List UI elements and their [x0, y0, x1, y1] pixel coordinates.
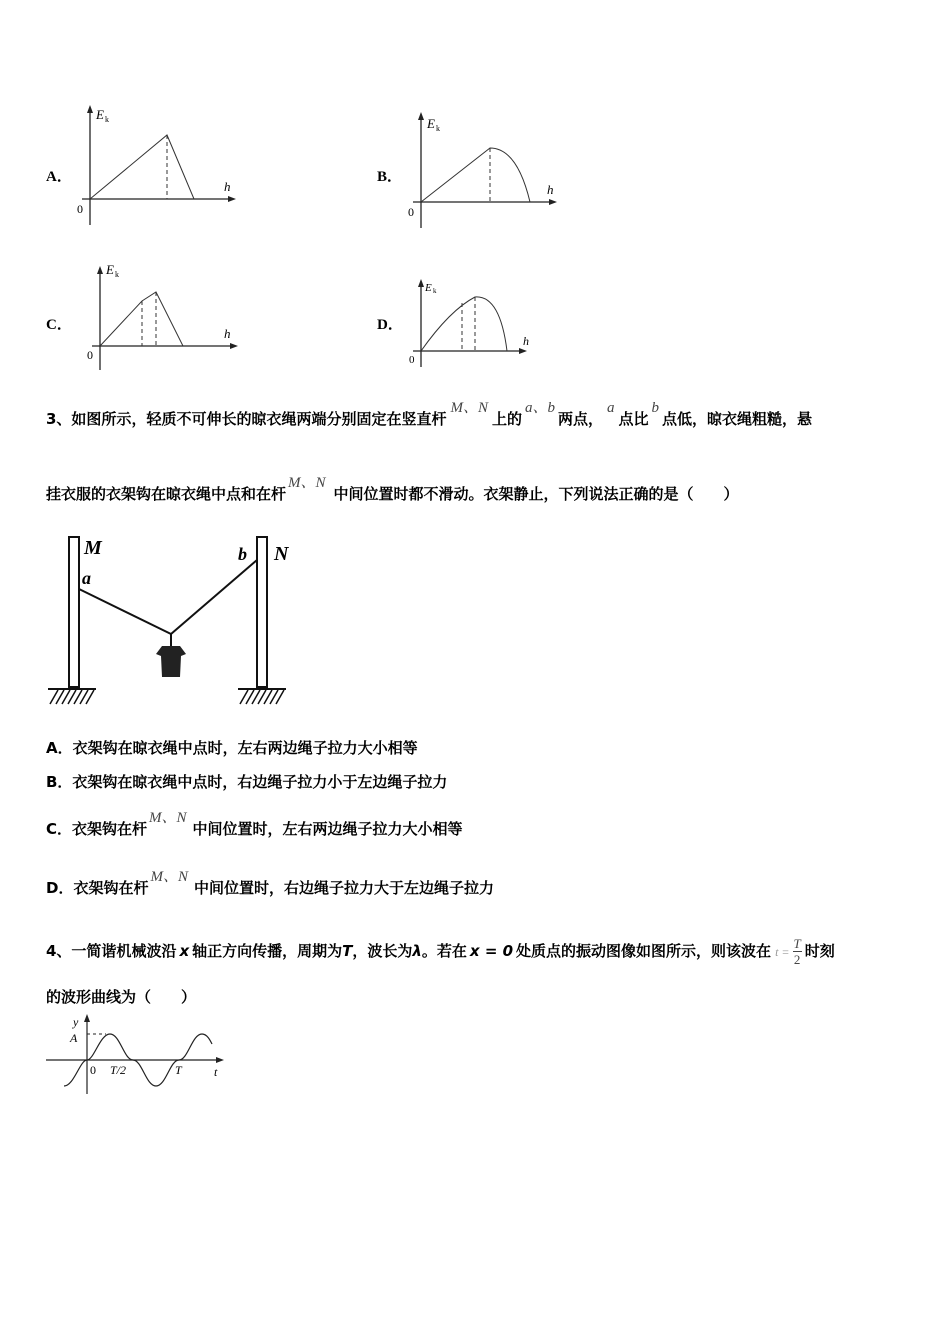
- svg-text:A: A: [70, 1031, 78, 1045]
- option-c-label: C．: [46, 317, 72, 333]
- svg-text:0: 0: [408, 205, 414, 219]
- q3-option-b[interactable]: B．衣架钩在晾衣绳中点时，右边绳子拉力小于左边绳子拉力: [46, 773, 448, 791]
- option-b[interactable]: [377, 108, 577, 238]
- graph-b: [405, 108, 605, 238]
- svg-text:k: k: [436, 124, 440, 133]
- svg-text:N: N: [274, 543, 289, 565]
- svg-text:h: h: [224, 326, 231, 341]
- svg-text:E: E: [106, 262, 114, 277]
- svg-text:k: k: [433, 287, 437, 295]
- option-a[interactable]: [46, 103, 246, 233]
- svg-text:y: y: [73, 1015, 79, 1029]
- q3-option-c[interactable]: C．衣架钩在杆M、N中间位置时，左右两边绳子拉力大小相等: [46, 810, 463, 838]
- svg-text:T/2: T/2: [110, 1063, 127, 1077]
- option-d[interactable]: [377, 275, 577, 375]
- graph-a: [74, 103, 274, 233]
- svg-text:M: M: [84, 537, 102, 559]
- graph-c: [84, 258, 284, 378]
- svg-text:h: h: [547, 182, 554, 197]
- svg-text:E: E: [425, 282, 432, 294]
- vibration-graph: [44, 1010, 234, 1100]
- question-4-line-2: 的波形曲线为（ ）: [46, 988, 197, 1006]
- q3-option-d[interactable]: D．衣架钩在杆M、N中间位置时，右边绳子拉力大于左边绳子拉力: [46, 869, 494, 897]
- svg-text:0: 0: [90, 1063, 96, 1077]
- svg-text:t: t: [214, 1065, 218, 1079]
- svg-text:k: k: [115, 270, 119, 279]
- option-d-label: D．: [377, 317, 403, 333]
- q3-option-a[interactable]: A．衣架钩在晾衣绳中点时，左右两边绳子拉力大小相等: [46, 739, 418, 757]
- svg-text:k: k: [105, 115, 109, 124]
- option-a-label: A．: [46, 169, 72, 185]
- graph-d: [405, 275, 605, 375]
- clothesline-figure: [44, 532, 304, 717]
- svg-text:0: 0: [87, 348, 93, 362]
- svg-text:0: 0: [409, 354, 415, 366]
- question-4-line-1: 4、一简谐机械波沿 x 轴正方向传播，周期为T，波长为λ。若在 x = 0 处质点的振动图像如图所示，则该波在 t = $\frac{T}{2}$ 时刻: [46, 936, 835, 967]
- svg-text:0: 0: [77, 202, 83, 216]
- svg-text:E: E: [427, 116, 435, 131]
- question-3-line-1: 3、如图所示，轻质不可伸长的晾衣绳两端分别固定在竖直杆M、N上的a、b两点，a点比b点低，晾衣绳粗糙，悬: [46, 400, 813, 428]
- svg-text:h: h: [523, 334, 529, 348]
- option-c[interactable]: [46, 258, 246, 378]
- axis-ek: E: [96, 107, 104, 122]
- svg-text:b: b: [238, 544, 247, 564]
- option-b-label: B．: [377, 169, 403, 185]
- svg-text:T: T: [175, 1063, 182, 1077]
- svg-text:h: h: [224, 179, 231, 194]
- question-3-line-2: 挂衣服的衣架钩在晾衣绳中点和在杆M、N中间位置时都不滑动。衣架静止，下列说法正确的是（ ）: [46, 475, 739, 503]
- svg-text:a: a: [82, 568, 91, 588]
